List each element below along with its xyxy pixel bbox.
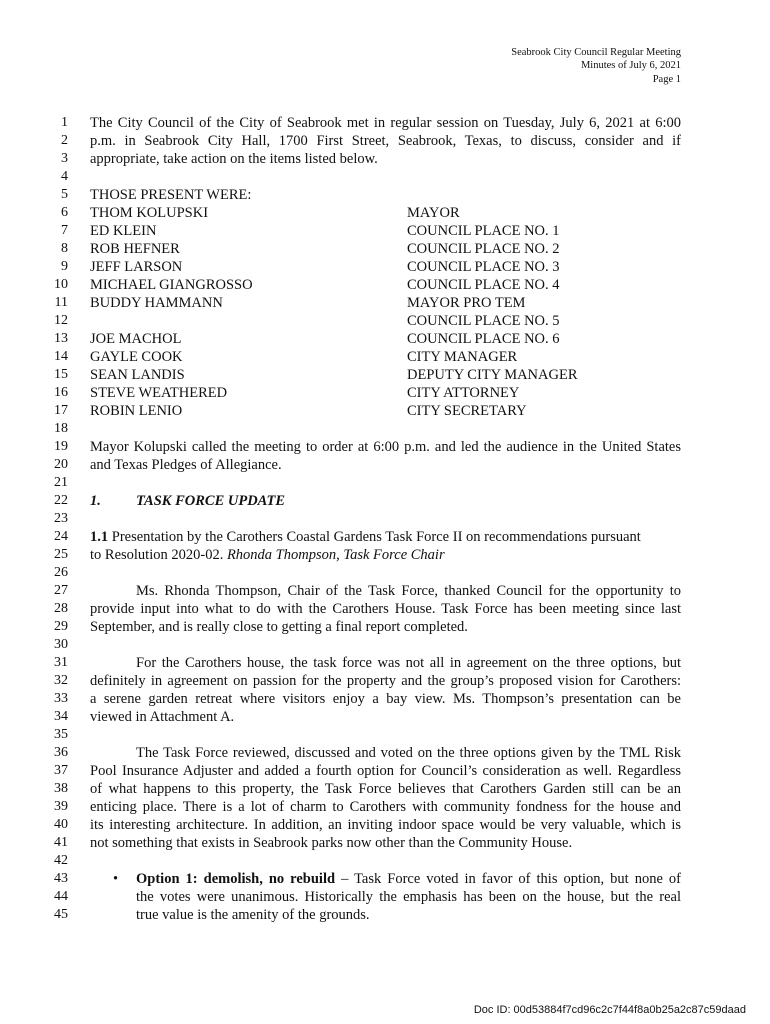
minutes-line [0,816,770,834]
page-header [511,46,681,86]
paragraph-text: of what happens to this property, the Task Force believes that Carothers Garden still can be an [90,781,681,797]
intro-text: appropriate, take action on the items listed below. [90,151,378,167]
attendee-title: CITY MANAGER [407,349,518,365]
line-number: 32 [54,673,68,688]
attendee-name: STEVE WEATHERED [90,385,228,401]
attendee-row [0,312,770,330]
doc-id-footer: Doc ID: 00d53884f7cd96c2c7f44f8a0b25a2c87c59daad [473,1004,746,1016]
paragraph-text: Pool Insurance Adjuster and added a fourth option for Council’s consideration as well. Regardless [90,763,681,779]
line-number: 45 [54,907,68,922]
attendee-row [0,366,770,384]
line-number: 29 [54,619,68,634]
minutes-line [0,834,770,852]
minutes-line [0,474,770,492]
paragraph-text: The Task Force reviewed, discussed and voted on the three options given by the TML Risk [136,745,681,761]
line-number: 16 [54,385,68,400]
minutes-line [0,582,770,600]
section-number: 1. [90,493,101,509]
line-number: 8 [61,241,68,256]
attendee-row [0,222,770,240]
minutes-line [0,528,770,546]
minutes-line [0,492,770,510]
paragraph-text: enticing place. There is a lot of charm to Carothers with community fondness for the house and [90,799,681,815]
line-number: 21 [54,475,68,490]
minutes-line [0,564,770,582]
attendee-row [0,384,770,402]
attendee-row [0,294,770,312]
attendee-title: CITY ATTORNEY [407,385,520,401]
line-number: 25 [54,547,68,562]
line-number: 14 [54,349,68,364]
attendee-row [0,402,770,420]
minutes-line [0,168,770,186]
minutes-line [0,726,770,744]
line-number: 3 [61,151,68,166]
line-number: 19 [54,439,68,454]
call-to-order-text: Mayor Kolupski called the meeting to order at 6:00 p.m. and led the audience in the United States [90,439,681,455]
attendee-row [0,276,770,294]
attendee-title: DEPUTY CITY MANAGER [407,367,578,383]
minutes-line [0,510,770,528]
line-number: 5 [61,187,68,202]
line-number: 12 [54,313,68,328]
minutes-line [0,708,770,726]
line-number: 6 [61,205,68,220]
attendee-name: MICHAEL GIANGROSSO [90,277,253,293]
line-number: 28 [54,601,68,616]
attendee-row [0,330,770,348]
line-number: 33 [54,691,68,706]
line-number: 26 [54,565,68,580]
call-to-order-text: and Texas Pledges of Allegiance. [90,457,282,473]
line-number: 17 [54,403,68,418]
minutes-line [0,456,770,474]
bullet-icon: • [113,871,119,887]
attendee-title: COUNCIL PLACE NO. 2 [407,241,560,257]
line-number: 2 [61,133,68,148]
minutes-line [0,150,770,168]
minutes-line [0,654,770,672]
attendee-title: COUNCIL PLACE NO. 1 [407,223,560,239]
minutes-line [0,600,770,618]
paragraph-text: its interesting architecture. In addition, an inviting indoor space would be very valuable, which is [90,817,681,833]
present-heading: THOSE PRESENT WERE: [90,187,252,203]
option-text: the votes were unanimous. Historically the emphasis has been on the house, but the real [136,889,681,905]
line-number: 30 [54,637,68,652]
line-number: 42 [54,853,68,868]
minutes-line [0,132,770,150]
line-number: 15 [54,367,68,382]
line-number: 34 [54,709,68,724]
attendee-title: COUNCIL PLACE NO. 3 [407,259,560,275]
line-number: 1 [61,115,68,130]
paragraph-text: provide input into what to do with the Carothers House. Task Force has been meeting since last [90,601,681,617]
option-text: true value is the amenity of the grounds. [136,907,370,923]
intro-text: The City Council of the City of Seabrook met in regular session on Tuesday, July 6, 2021 at 6:00 [90,115,681,131]
attendee-title: CITY SECRETARY [407,403,527,419]
option-text [136,870,681,888]
line-number: 31 [54,655,68,670]
line-number: 18 [54,421,68,436]
attendee-name: ED KLEIN [90,223,157,239]
line-number: 13 [54,331,68,346]
minutes-line [0,798,770,816]
minutes-line [0,888,770,906]
line-number: 24 [54,529,68,544]
line-number: 38 [54,781,68,796]
minutes-line [0,546,770,564]
minutes-line [0,420,770,438]
paragraph-text: For the Carothers house, the task force was not all in agreement on the three options, but [136,655,681,671]
minutes-line [0,672,770,690]
header-meeting-title: Seabrook City Council Regular Meeting [511,47,681,58]
agenda-item-text [90,546,681,564]
paragraph-text: definitely in agreement on passion for the property and the group’s proposed vision for Carothers: [90,673,681,689]
line-number: 10 [54,277,68,292]
option-description: – Task Force voted in favor of this option, but none of [335,871,681,887]
minutes-line [0,636,770,654]
line-number: 11 [54,295,68,310]
minutes-line [0,114,770,132]
attendee-row [0,348,770,366]
attendee-title: COUNCIL PLACE NO. 5 [407,313,560,329]
agenda-item-presenter: Rhonda Thompson, Task Force Chair [226,547,445,563]
option-label: Option 1: demolish, no rebuild [136,871,336,887]
attendee-title: MAYOR PRO TEM [407,295,526,311]
paragraph-text: Ms. Rhonda Thompson, Chair of the Task Force, thanked Council for the opportunity to [136,583,681,599]
attendee-row [0,240,770,258]
agenda-item-text [90,528,681,546]
agenda-item-description: to Resolution 2020-02. [90,547,227,563]
attendee-row [0,258,770,276]
paragraph-text: a serene garden retreat where visitors enjoy a bay view. Ms. Thompson’s presentation can be [90,691,681,707]
section-title: TASK FORCE UPDATE [136,493,286,509]
attendee-row [0,204,770,222]
line-number: 22 [54,493,68,508]
agenda-item-description: Presentation by the Carothers Coastal Gardens Task Force II on recommendations pursuant [108,529,641,545]
agenda-item-number: 1.1 [90,529,109,545]
line-number: 39 [54,799,68,814]
section-heading [90,492,681,510]
attendee-name: ROBIN LENIO [90,403,183,419]
line-number: 40 [54,817,68,832]
attendee-name: GAYLE COOK [90,349,183,365]
minutes-line [0,690,770,708]
line-number: 4 [61,169,68,184]
minutes-line [0,870,770,888]
line-number: 36 [54,745,68,760]
attendee-name: ROB HEFNER [90,241,180,257]
attendee-name: BUDDY HAMMANN [90,295,223,311]
minutes-line [0,762,770,780]
intro-text: p.m. in Seabrook City Hall, 1700 First Street, Seabrook, Texas, to discuss, consider and if [90,133,681,149]
line-number: 41 [54,835,68,850]
minutes-line [0,438,770,456]
paragraph-text: viewed in Attachment A. [90,709,235,725]
line-number: 9 [61,259,68,274]
minutes-line [0,744,770,762]
line-number: 37 [54,763,68,778]
attendee-title: COUNCIL PLACE NO. 4 [407,277,560,293]
minutes-line [0,780,770,798]
line-number: 43 [54,871,68,886]
minutes-line [0,618,770,636]
line-number: 44 [54,889,68,904]
attendee-title: COUNCIL PLACE NO. 6 [407,331,560,347]
paragraph-text: not something that exists in Seabrook parks now other than the Community House. [90,835,573,851]
attendee-name: SEAN LANDIS [90,367,185,383]
minutes-line [0,906,770,924]
attendee-name: THOM KOLUPSKI [90,205,209,221]
line-number: 27 [54,583,68,598]
line-number: 7 [61,223,68,238]
minutes-line [0,852,770,870]
minutes-line [0,186,770,204]
attendee-name: JEFF LARSON [90,259,183,275]
header-page-number: Page 1 [652,73,681,85]
paragraph-text: September, and is really close to getting a final report completed. [90,619,468,635]
line-number: 20 [54,457,68,472]
attendee-title: MAYOR [407,205,460,221]
header-minutes-date: Minutes of July 6, 2021 [580,60,681,72]
line-number: 35 [54,727,68,742]
line-number: 23 [54,511,68,526]
attendee-name: JOE MACHOL [90,331,182,347]
